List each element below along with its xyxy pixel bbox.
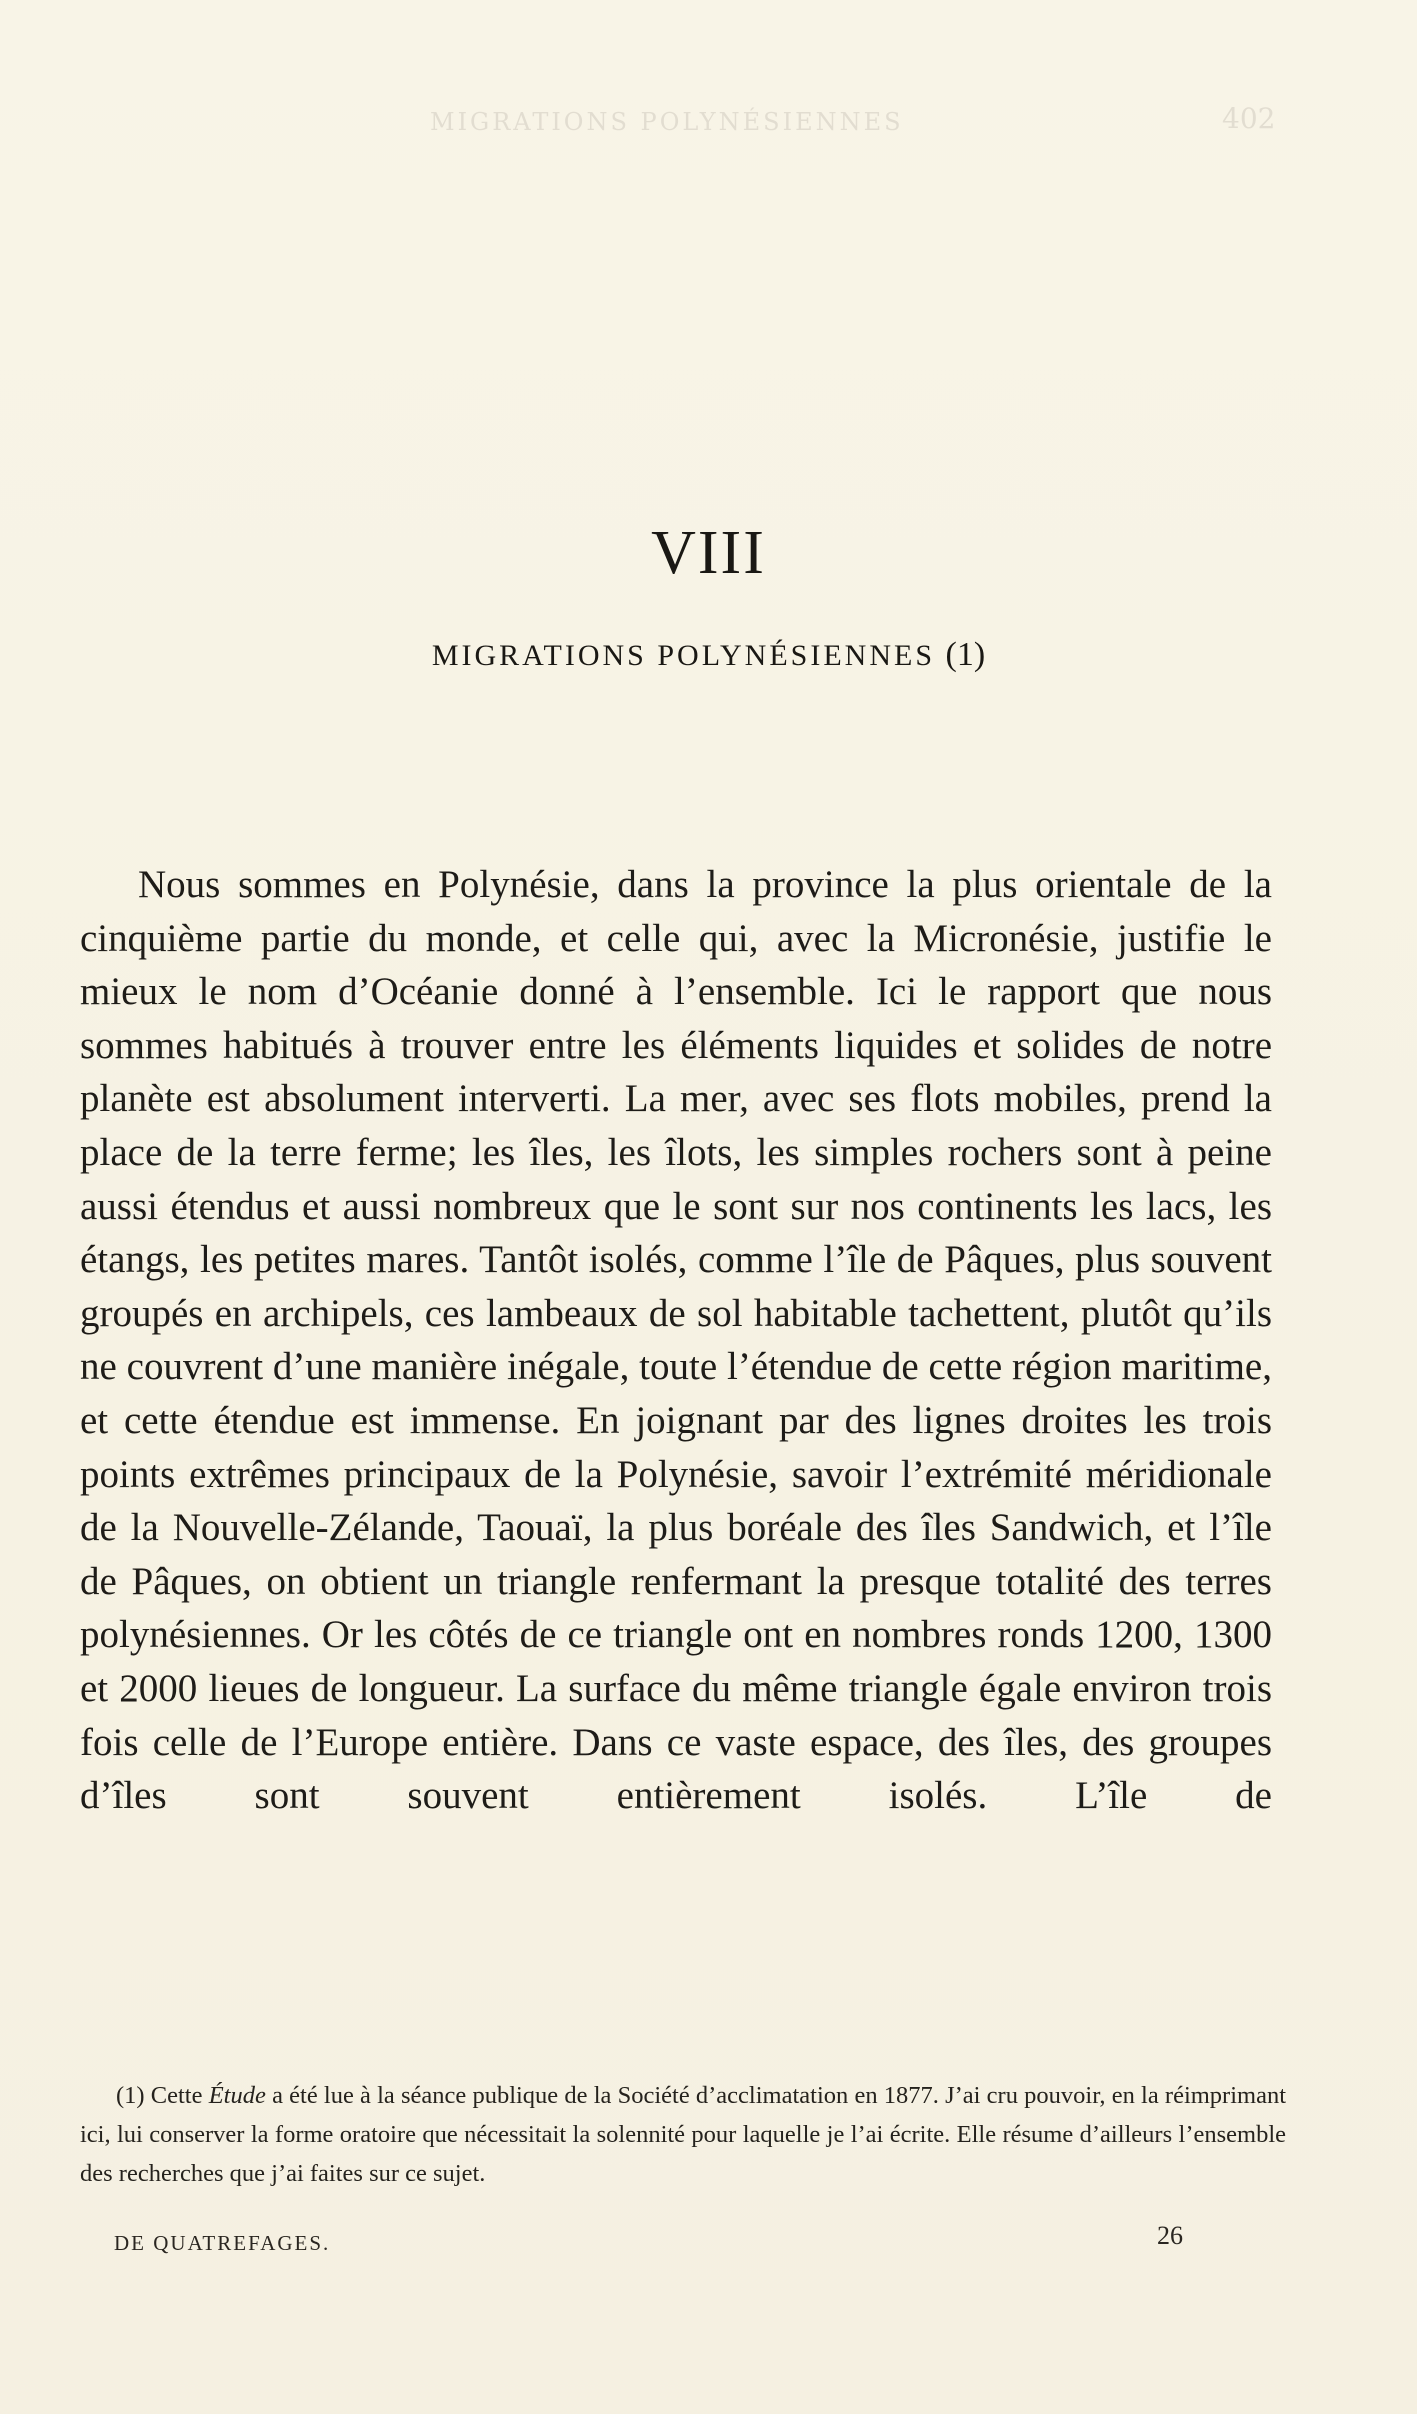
chapter-footnote-ref: (1) xyxy=(945,636,986,673)
footnote-marker: (1) xyxy=(116,2082,145,2109)
footnote-text-rest: a été lue à la séance publique de la Société d’acclimatation en 1877. J’ai cru pouvoir, en la réimprimant ici, lui conserver la forme oratoire que nécessitait la solennité pour laquelle je l’ai écrite. Elle résume d’ailleurs l’ensemble des recherches que j’ai faites sur ce sujet. xyxy=(80,2082,1287,2187)
signature-line: DE QUATREFAGES. xyxy=(114,2231,331,2255)
sheet-number: 26 xyxy=(1157,2221,1183,2250)
main-text xyxy=(80,858,1272,1823)
bleed-through-running-head: MIGRATIONS POLYNÉSIENNES xyxy=(430,108,904,136)
footnote xyxy=(80,2076,1286,2193)
chapter-title-text: MIGRATIONS POLYNÉSIENNES xyxy=(431,639,936,672)
chapter-number: VIII xyxy=(651,519,766,587)
footnote-italic-word: Étude xyxy=(208,2082,266,2109)
footnote-paragraph xyxy=(80,2076,1286,2193)
paragraph: Nous sommes en Polynésie, dans la province la plus orientale de la cinquième partie du monde, et celle qui, avec la Micronésie, justifie le mieux le nom d’Océanie donné à l’ensemble. Ici le rapport que nous sommes habitués à trouver entre les éléments liquides et solides de notre planète est absolument interverti. La mer, avec ses flots mobiles, prend la place de la terre ferme; les îles, les îlots, les simples rochers sont à peine aussi étendus et aussi nombreux que le sont sur nos continents les lacs, les étangs, les petites mares. Tantôt isolés, comme l’île de Pâques, plus souvent groupés en archipels, ces lambeaux de sol habitable tachettent, plutôt qu’ils ne couvrent d’une manière inégale, toute l’étendue de cette région maritime, et cette étendue est immense. En joignant par des lignes droites les trois points extrêmes principaux de la Polynésie, savoir l’extrémité méridionale de la Nouvelle-Zélande, Taouaï, la plus boréale des îles Sandwich, et l’île de Pâques, on obtient un triangle renfermant la presque totalité des terres polynésiennes. Or les côtés de ce triangle ont en nombres ronds 1200, 1300 et 2000 lieues de longueur. La surface du même triangle égale environ trois fois celle de l’Europe entière. Dans ce vaste espace, des îles, des groupes d’îles sont souvent entièrement isolés. L’île de xyxy=(80,863,1272,1818)
chapter-title xyxy=(0,636,1417,674)
footnote-text-start: Cette xyxy=(150,2082,203,2109)
bleed-through-page-number: 402 xyxy=(1222,102,1276,135)
